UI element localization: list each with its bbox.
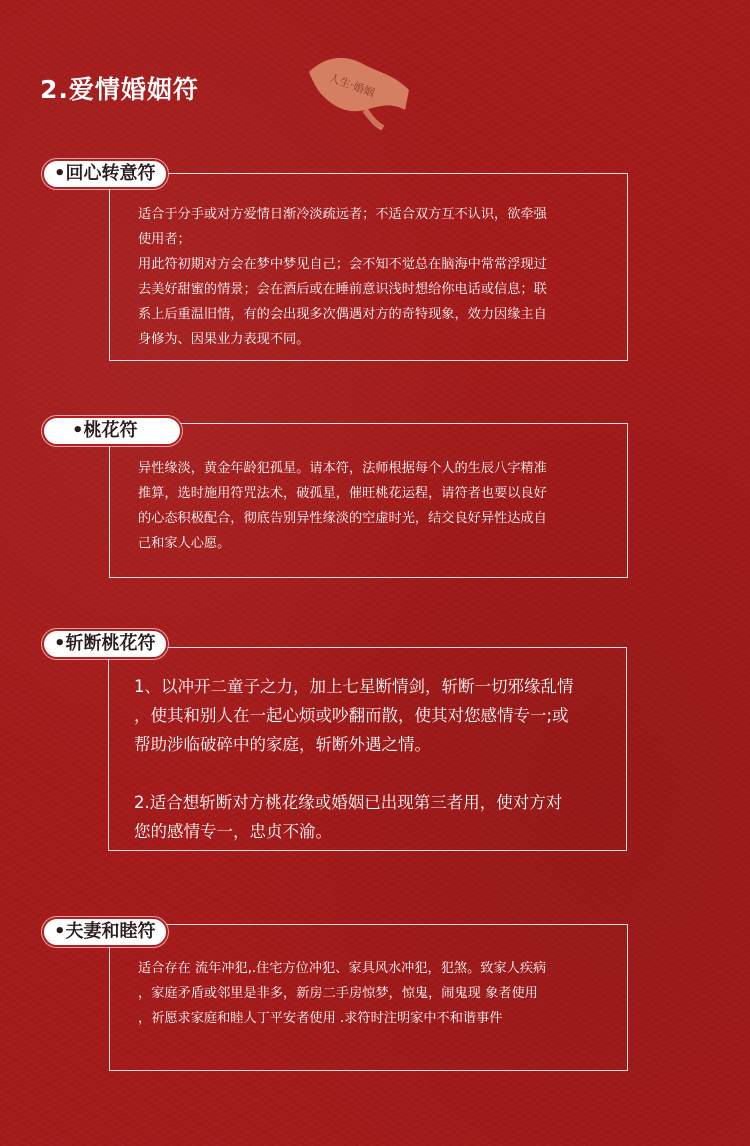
ribbon-text: 人生·婚姻 — [327, 71, 377, 100]
label-huixin: •回心转意符 — [42, 159, 168, 189]
section-title: 2.爱情婚姻符 — [40, 75, 199, 104]
card-text-huixin: 适合于分手或对方爱情日渐冷淡疏远者；不适合双方互不认识，欲牵强 使用者； 用此符初期对方会在梦中梦见自己；会不知不觉总在脑海中常常浮现过 去美好甜蜜的情景；会在酒后或在睡前意识浅时想给你电话或信息；联 系上后重温旧情，有的会出现多次偶遇对方的奇特现象，效力因缘主自 身修为、因果业力表现不同。 — [138, 207, 547, 347]
card-text-taohua: 异性缘淡，黄金年龄犯孤星。请本符，法师根据每个人的生辰八字精准 推算，选时施用符咒法术，破孤星，催旺桃花运程，请符者也要以良好 的心态积极配合，彻底告别异性缘淡的空虚时光，结交良好异性达成自 己和家人心愿。 — [138, 461, 547, 551]
ribbon-decoration — [305, 50, 415, 130]
label-zhanduan: •斩断桃花符 — [42, 629, 168, 659]
card-text-fuqi: 适合存在 流年冲犯,.住宅方位冲犯、家具风水冲犯，犯煞。致家人疾病 ，家庭矛盾或邻里是非多，新房二手房惊梦，惊鬼，闹鬼现 象者使用 ，祈愿求家庭和睦人丁平安者使用 .求符时注明家中不和谐事件 — [138, 961, 547, 1026]
label-taohua: •桃花符 — [42, 416, 182, 446]
label-fuqi: •夫妻和睦符 — [42, 917, 168, 947]
card-text-zhanduan: 1、以冲开二童子之力，加上七星断情剑，斩断一切邪缘乱情 ，使其和别人在一起心烦或吵翻而散，使其对您感情专一;或 帮助涉临破碎中的家庭，斩断外遇之情。 2.适合想斩断对方桃花缘或婚姻已出现第三者用，使对方对 您的感情专一，忠贞不渝。 — [134, 677, 574, 841]
